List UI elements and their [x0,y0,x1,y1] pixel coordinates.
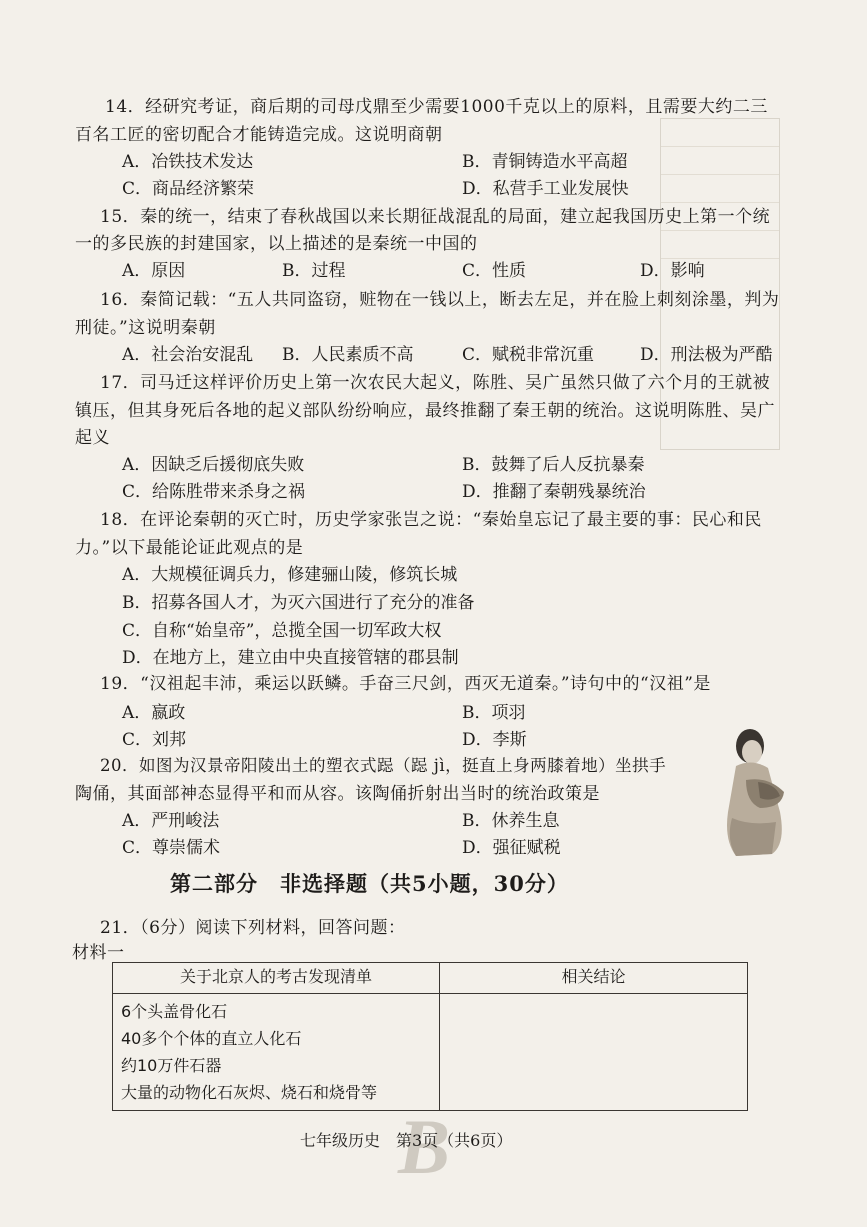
q17-option-b: B．鼓舞了后人反抗暴秦 [462,455,645,475]
q14-stem-line1: 14．经研究考证，商后期的司母戊鼎至少需要1000千克以上的原料，且需要大约二三 [105,97,768,117]
q15-option-b: B．过程 [282,261,346,281]
q18-option-d: D．在地方上，建立由中央直接管辖的郡县制 [122,648,459,668]
q16-option-a: A．社会治安混乱 [122,345,254,365]
discovery-item: 6个头盖骨化石 [121,1002,228,1021]
q17-stem-line2: 镇压，但其身死后各地的起义部队纷纷响应，最终推翻了秦王朝的统治。这说明陈胜、吴广 [75,401,775,421]
q16-stem-line1: 16．秦简记载：“五人共同盗窃，赃物在一钱以上，断去左足，并在脸上刺刻涂墨，判为 [100,290,780,310]
q17-stem-line3: 起义 [75,428,110,448]
table-header-discoveries: 关于北京人的考古发现清单 [113,963,440,994]
q18-option-c: C．自称“始皇帝”，总揽全国一切军政大权 [122,621,442,641]
q14-option-b: B．青铜铸造水平高超 [462,152,628,172]
table-header-conclusions: 相关结论 [440,963,748,994]
q20-option-b: B．休养生息 [462,811,560,831]
q16-option-b: B．人民素质不高 [282,345,414,365]
material-1-label: 材料一 [72,943,125,963]
q16-option-d: D．刑法极为严酷 [640,345,773,365]
discovery-list-cell [113,994,440,1111]
conclusion-answer-cell[interactable] [440,994,748,1111]
q18-stem-line2: 力。”以下最能论证此观点的是 [75,538,304,558]
q19-stem-line1: 19．“汉祖起丰沛，乘运以跃鳞。手奋三尺剑，西灭无道秦。”诗句中的“汉祖”是 [100,674,711,694]
section-2-title: 第二部分 非选择题（共5小题，30分） [170,871,569,896]
paper-version-watermark: B [398,1103,451,1190]
q15-option-c: C．性质 [462,261,527,281]
discovery-item: 大量的动物化石灰烬、烧石和烧骨等 [121,1083,378,1102]
page-footer: 七年级历史 第3页（共6页） [300,1131,513,1150]
q18-option-b: B．招募各国人才，为灭六国进行了充分的准备 [122,593,475,613]
q17-option-c: C．给陈胜带来杀身之祸 [122,482,306,502]
q15-option-d: D．影响 [640,261,705,281]
q17-option-d: D．推翻了秦朝残暴统治 [462,482,646,502]
q15-stem-line2: 一的多民族的封建国家，以上描述的是秦统一中国的 [75,234,478,254]
material-1-table [112,962,748,1111]
q14-option-a: A．冶铁技术发达 [122,152,254,172]
discovery-item: 约10万件石器 [121,1056,222,1075]
q20-option-d: D．强征赋税 [462,838,561,858]
q19-option-b: B．项羽 [462,703,526,723]
q17-option-a: A．因缺乏后援彻底失败 [122,455,305,475]
q20-option-c: C．尊崇儒术 [122,838,221,858]
q19-option-a: A．嬴政 [122,703,186,723]
pottery-figurine-image [706,722,804,860]
q20-stem-line2: 陶俑，其面部神态显得平和而从容。该陶俑折射出当时的统治政策是 [75,784,600,804]
q17-stem-line1: 17．司马迁这样评价历史上第一次农民大起义，陈胜、吴广虽然只做了六个月的王就被 [100,373,771,393]
q18-stem-line1: 18．在评论秦朝的灭亡时，历史学家张岂之说：“秦始皇忘记了最主要的事：民心和民 [100,510,762,530]
discovery-item: 40多个个体的直立人化石 [121,1029,302,1048]
q14-stem-line2: 百名工匠的密切配合才能铸造完成。这说明商朝 [75,125,443,145]
q20-stem-line1: 20．如图为汉景帝阳陵出土的塑衣式跽（跽 jì，挺直上身两膝着地）坐拱手 [100,756,667,775]
q21-intro: 21．（6分）阅读下列材料，回答问题： [100,918,406,938]
q16-stem-line2: 刑徒。”这说明秦朝 [75,318,216,338]
q19-option-d: D．李斯 [462,730,527,750]
q16-option-c: C．赋税非常沉重 [462,345,595,365]
q19-option-c: C．刘邦 [122,730,187,750]
q14-option-d: D．私营手工业发展快 [462,179,629,199]
q18-option-a: A．大规模征调兵力，修建骊山陵，修筑长城 [122,565,458,585]
q14-option-c: C．商品经济繁荣 [122,179,255,199]
q15-stem-line1: 15．秦的统一，结束了春秋战国以来长期征战混乱的局面，建立起我国历史上第一个统 [100,207,771,227]
q20-option-a: A．严刑峻法 [122,811,220,831]
q15-option-a: A．原因 [122,261,186,281]
